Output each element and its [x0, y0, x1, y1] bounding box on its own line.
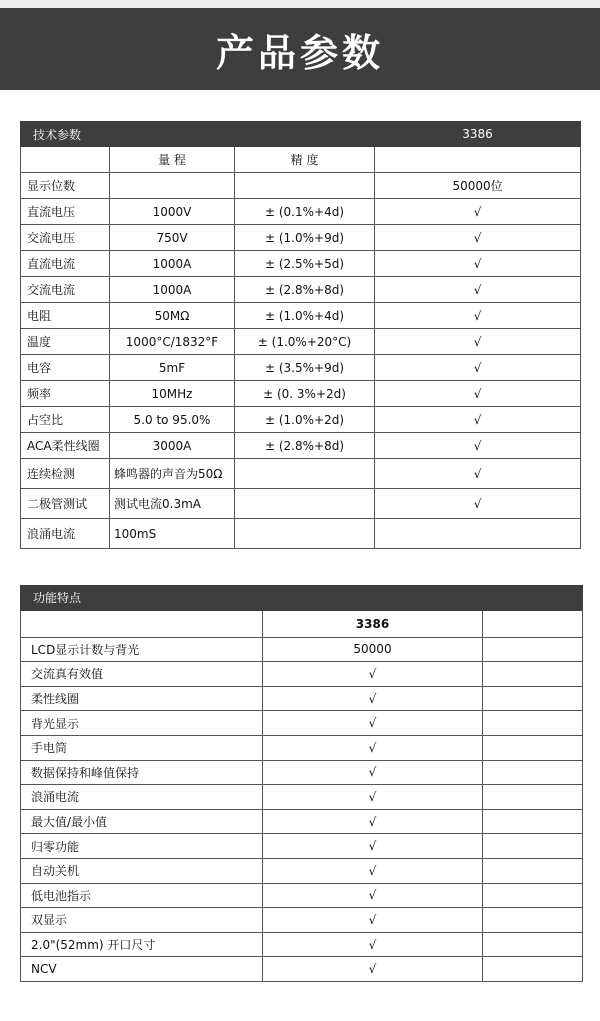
feature-name: 最大值/最小值 [21, 809, 263, 834]
feature-empty [483, 662, 583, 687]
spec-param-name: 浪涌电流 [21, 519, 110, 549]
spec-param-name: ACA柔性线圈 [21, 433, 110, 459]
spec-range-value: 5mF [110, 355, 235, 381]
spec-model-value: √ [375, 489, 581, 519]
spec-param-name: 电容 [21, 355, 110, 381]
feature-row [21, 883, 583, 908]
feature-name: LCD显示计数与背光 [21, 637, 263, 662]
feature-empty [483, 834, 583, 859]
feature-empty [483, 686, 583, 711]
features-table [20, 585, 583, 982]
spec-range-value: 1000°C/1832°F [110, 329, 235, 355]
feature-value: √ [263, 858, 483, 883]
spec-range-value: 测试电流0.3mA [110, 489, 235, 519]
spec-row [21, 433, 581, 459]
spec-param-name: 交流电压 [21, 225, 110, 251]
range-column-header: 量 程 [110, 147, 235, 173]
feature-row [21, 785, 583, 810]
spec-param-name: 二极管测试 [21, 489, 110, 519]
spec-header-model: 3386 [375, 122, 581, 147]
spec-range-value: 750V [110, 225, 235, 251]
feature-empty [483, 760, 583, 785]
feature-empty [483, 785, 583, 810]
feature-empty [483, 883, 583, 908]
features-model-blank [21, 610, 263, 637]
spec-range-value: 100mS [110, 519, 235, 549]
feature-row [21, 858, 583, 883]
page-title: 产品参数 [215, 30, 384, 75]
spec-accuracy-value: ± (1.0%+4d) [235, 303, 375, 329]
spec-param-name: 交流电流 [21, 277, 110, 303]
spec-range-value: 1000V [110, 199, 235, 225]
spec-model-value: 50000位 [375, 173, 581, 199]
feature-name: 浪涌电流 [21, 785, 263, 810]
spec-range-value: 3000A [110, 433, 235, 459]
feature-empty [483, 735, 583, 760]
feature-value: √ [263, 883, 483, 908]
spec-accuracy-value: ± (3.5%+9d) [235, 355, 375, 381]
spec-accuracy-value: ± (1.0%+20°C) [235, 329, 375, 355]
spec-accuracy-value: ± (1.0%+9d) [235, 225, 375, 251]
feature-name: 手电筒 [21, 735, 263, 760]
feature-value: √ [263, 834, 483, 859]
feature-value: √ [263, 908, 483, 933]
features-model-label: 3386 [263, 610, 483, 637]
feature-name: 低电池指示 [21, 883, 263, 908]
feature-row [21, 809, 583, 834]
feature-name: 柔性线圈 [21, 686, 263, 711]
feature-empty [483, 957, 583, 982]
spec-header-title: 技术参数 [21, 122, 375, 147]
spec-row [21, 355, 581, 381]
spec-subheader-blank-right [375, 147, 581, 173]
feature-row [21, 637, 583, 662]
feature-row [21, 662, 583, 687]
features-header-title: 功能特点 [21, 586, 583, 611]
feature-row [21, 686, 583, 711]
spec-model-value: √ [375, 251, 581, 277]
feature-name: 背光显示 [21, 711, 263, 736]
features-header-row [21, 586, 583, 611]
feature-name: 归零功能 [21, 834, 263, 859]
spec-param-name: 直流电流 [21, 251, 110, 277]
feature-value: √ [263, 932, 483, 957]
spec-row [21, 199, 581, 225]
spec-param-name: 温度 [21, 329, 110, 355]
feature-empty [483, 637, 583, 662]
spec-param-name: 占空比 [21, 407, 110, 433]
spec-range-value: 1000A [110, 251, 235, 277]
spec-param-name: 直流电压 [21, 199, 110, 225]
spec-row [21, 251, 581, 277]
spec-accuracy-value: ± (0. 3%+2d) [235, 381, 375, 407]
features-model-blank-right [483, 610, 583, 637]
spec-accuracy-value: ± (0.1%+4d) [235, 199, 375, 225]
spec-row [21, 381, 581, 407]
feature-value: √ [263, 662, 483, 687]
feature-value: √ [263, 735, 483, 760]
spec-row [21, 459, 581, 489]
feature-row [21, 908, 583, 933]
spec-model-value: √ [375, 355, 581, 381]
top-strip [0, 0, 600, 8]
feature-value: √ [263, 711, 483, 736]
feature-empty [483, 711, 583, 736]
spec-row [21, 277, 581, 303]
spec-accuracy-empty [235, 459, 375, 489]
spec-header-row [21, 122, 581, 147]
spec-model-value: √ [375, 433, 581, 459]
spec-accuracy-empty [235, 489, 375, 519]
spec-accuracy-empty [235, 519, 375, 549]
feature-name: 自动关机 [21, 858, 263, 883]
spec-range-value: 5.0 to 95.0% [110, 407, 235, 433]
feature-value: √ [263, 686, 483, 711]
spec-accuracy-value: ± (2.8%+8d) [235, 433, 375, 459]
spec-accuracy-value: ± (1.0%+2d) [235, 407, 375, 433]
feature-value: √ [263, 957, 483, 982]
feature-value: √ [263, 760, 483, 785]
spec-range-value: 1000A [110, 277, 235, 303]
spec-range-value: 50MΩ [110, 303, 235, 329]
spec-range-value [110, 173, 235, 199]
accuracy-column-header: 精 度 [235, 147, 375, 173]
spec-row [21, 225, 581, 251]
feature-row [21, 957, 583, 982]
spec-param-name: 电阻 [21, 303, 110, 329]
feature-empty [483, 908, 583, 933]
feature-value: √ [263, 809, 483, 834]
spec-model-value [375, 519, 581, 549]
feature-empty [483, 932, 583, 957]
feature-row [21, 735, 583, 760]
spec-row [21, 407, 581, 433]
spec-model-value: √ [375, 225, 581, 251]
feature-name: 数据保持和峰值保持 [21, 760, 263, 785]
feature-name: 交流真有效值 [21, 662, 263, 687]
feature-row [21, 834, 583, 859]
spec-model-value: √ [375, 381, 581, 407]
spec-param-name: 显示位数 [21, 173, 110, 199]
spec-accuracy-value: ± (2.5%+5d) [235, 251, 375, 277]
feature-value: 50000 [263, 637, 483, 662]
feature-value: √ [263, 785, 483, 810]
spec-row [21, 173, 581, 199]
spec-model-value: √ [375, 303, 581, 329]
feature-name: NCV [21, 957, 263, 982]
spec-range-value: 蜂鸣器的声音为50Ω [110, 459, 235, 489]
feature-row [21, 711, 583, 736]
spec-model-value: √ [375, 459, 581, 489]
spec-range-value: 10MHz [110, 381, 235, 407]
spec-row [21, 329, 581, 355]
feature-row [21, 760, 583, 785]
spec-param-name: 频率 [21, 381, 110, 407]
spec-row [21, 303, 581, 329]
spec-model-value: √ [375, 329, 581, 355]
feature-name: 2.0"(52mm) 开口尺寸 [21, 932, 263, 957]
spec-subheader-row [21, 147, 581, 173]
feature-empty [483, 809, 583, 834]
feature-name: 双显示 [21, 908, 263, 933]
spec-subheader-blank [21, 147, 110, 173]
spec-model-value: √ [375, 199, 581, 225]
spec-model-value: √ [375, 407, 581, 433]
spec-model-value: √ [375, 277, 581, 303]
spec-accuracy-value: ± (2.8%+8d) [235, 277, 375, 303]
feature-empty [483, 858, 583, 883]
spec-table [20, 121, 581, 549]
spec-accuracy-value [235, 173, 375, 199]
spec-row [21, 519, 581, 549]
title-banner [0, 8, 600, 90]
features-model-row [21, 610, 583, 637]
spec-param-name: 连续检测 [21, 459, 110, 489]
spec-row [21, 489, 581, 519]
feature-row [21, 932, 583, 957]
